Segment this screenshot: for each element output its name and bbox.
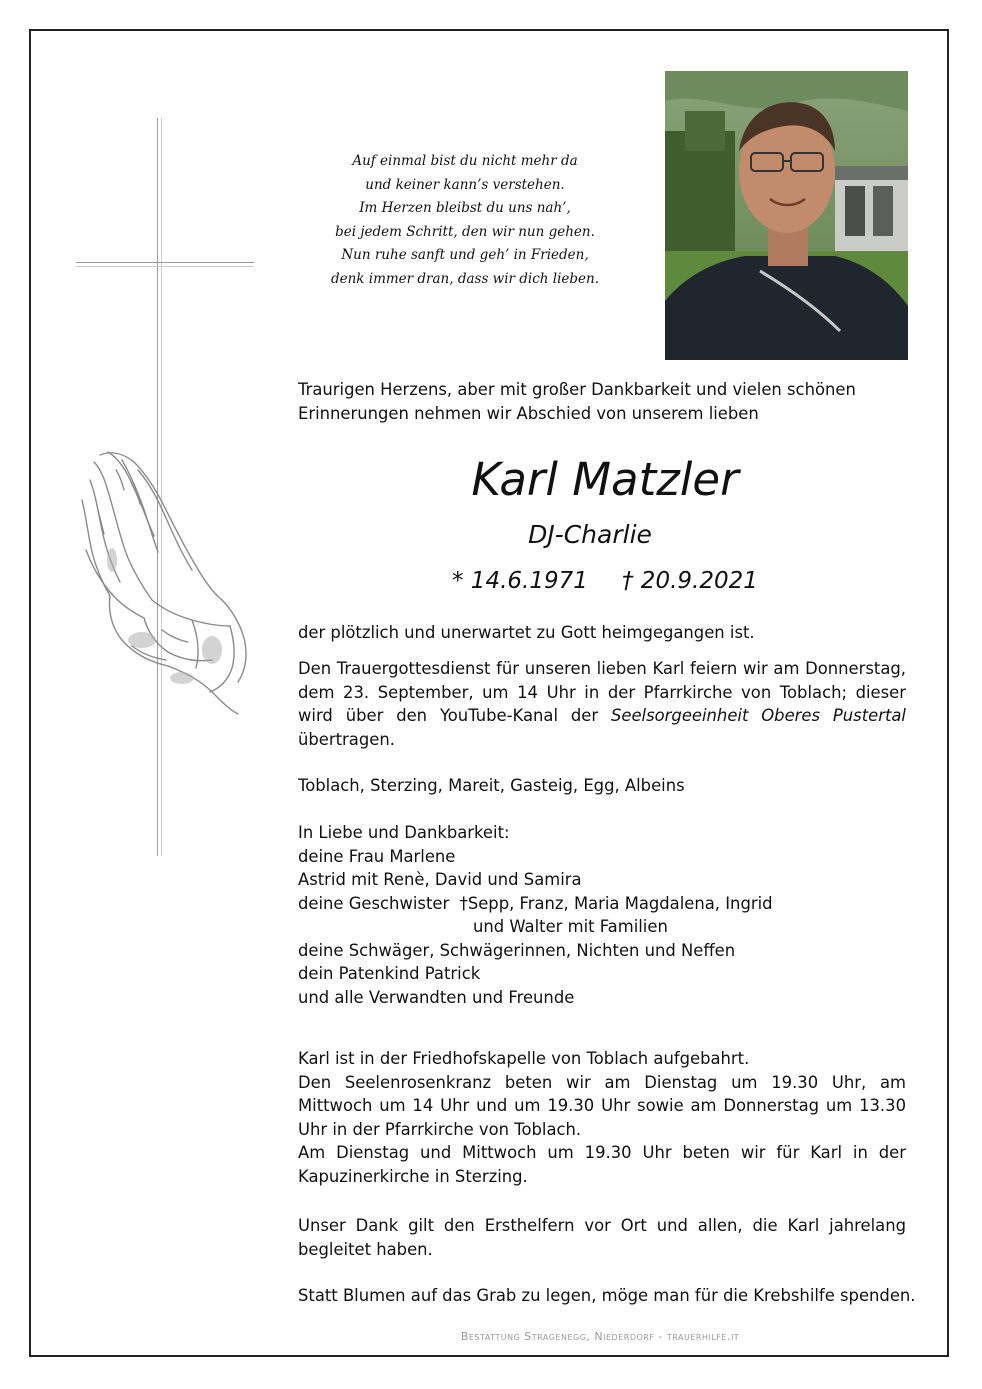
poem-line: Nun ruhe sanft und geh’ in Frieden, bbox=[341, 247, 589, 263]
intro-line: Erinnerungen nehmen wir Abschied von unserem lieben bbox=[298, 403, 759, 423]
funeral-home-footer: Bestattung Stragenegg, Niederdorf - trauerhilfe.it bbox=[460, 1330, 740, 1343]
deceased-name: Karl Matzler bbox=[471, 453, 739, 506]
mourners-list bbox=[298, 821, 906, 1009]
poem-line: denk immer dran, dass wir dich lieben. bbox=[330, 270, 600, 287]
poem-line: Auf einmal bist du nicht mehr da bbox=[352, 153, 578, 169]
sterzing-prayer-text: Am Dienstag und Mittwoch um 19.30 Uhr beten wir für Karl in der Kapuzinerkirche in Sterzing. bbox=[298, 1143, 906, 1186]
birth-date: * 14.6.1971 bbox=[452, 568, 588, 594]
rosary-text: Den Seelenrosenkranz beten wir am Dienstag um 19.30 Uhr, am Mittwoch um 14 Uhr und um 19.30 Uhr sowie am Donnerstag um 13.30 Uhr in der Pfarrkirche von Toblach. bbox=[298, 1072, 906, 1139]
cross-beam bbox=[76, 262, 254, 263]
mourner-line: deine Geschwister †Sepp, Franz, Maria Magdalena, Ingrid bbox=[298, 893, 773, 913]
intro-line: Traurigen Herzens, aber mit großer Dankbarkeit und vielen schönen bbox=[298, 380, 856, 399]
service-text-part2: übertragen. bbox=[298, 729, 395, 749]
intro-text bbox=[298, 378, 906, 425]
poem-line: bei jedem Schritt, den wir nun gehen. bbox=[335, 223, 595, 240]
praying-hands-icon bbox=[72, 440, 252, 715]
mourner-line: Astrid mit Renè, David und Samira bbox=[298, 870, 582, 889]
service-text bbox=[298, 657, 906, 751]
wake-text bbox=[298, 1047, 906, 1188]
memorial-poem bbox=[300, 150, 630, 291]
wake-line: Karl ist in der Friedhofskapelle von Toblach aufgebahrt. bbox=[298, 1049, 750, 1068]
mourner-line: und alle Verwandten und Freunde bbox=[298, 987, 575, 1007]
passing-text: der plötzlich und unerwartet zu Gott heimgegangen ist. bbox=[298, 623, 755, 642]
death-date: † 20.9.2021 bbox=[622, 568, 758, 594]
portrait-photo bbox=[665, 71, 908, 360]
deceased-nickname: DJ-Charlie bbox=[528, 520, 652, 549]
parish-unit: Seelsorgeeinheit Oberes Pustertal bbox=[610, 706, 906, 725]
poem-line: und keiner kann’s verstehen. bbox=[365, 176, 565, 193]
mourners-heading: In Liebe und Dankbarkeit: bbox=[298, 823, 510, 842]
service-text-part1: Den Trauergottesdienst für unseren lieben Karl feiern wir am Donnerstag, dem 23. September, um 14 Uhr in der Pfarrkirche von Toblach; dieser wird über den YouTube-Kanal der bbox=[298, 659, 906, 725]
mourner-line: und Walter mit Familien bbox=[473, 917, 668, 936]
donation-note: Statt Blumen auf das Grab zu legen, möge man für die Krebshilfe spenden. bbox=[298, 1286, 916, 1305]
thanks-text: Unser Dank gilt den Ersthelfern vor Ort und allen, die Karl jahrelang begleitet haben. bbox=[298, 1216, 906, 1259]
places-text: Toblach, Sterzing, Mareit, Gasteig, Egg, Albeins bbox=[298, 776, 685, 795]
mourner-line: dein Patenkind Patrick bbox=[298, 964, 481, 983]
mourner-line: deine Frau Marlene bbox=[298, 846, 456, 866]
mourner-line: deine Schwäger, Schwägerinnen, Nichten und Neffen bbox=[298, 940, 736, 960]
poem-line: Im Herzen bleibst du uns nah’, bbox=[359, 200, 571, 216]
cross-beam-shadow bbox=[76, 266, 254, 267]
